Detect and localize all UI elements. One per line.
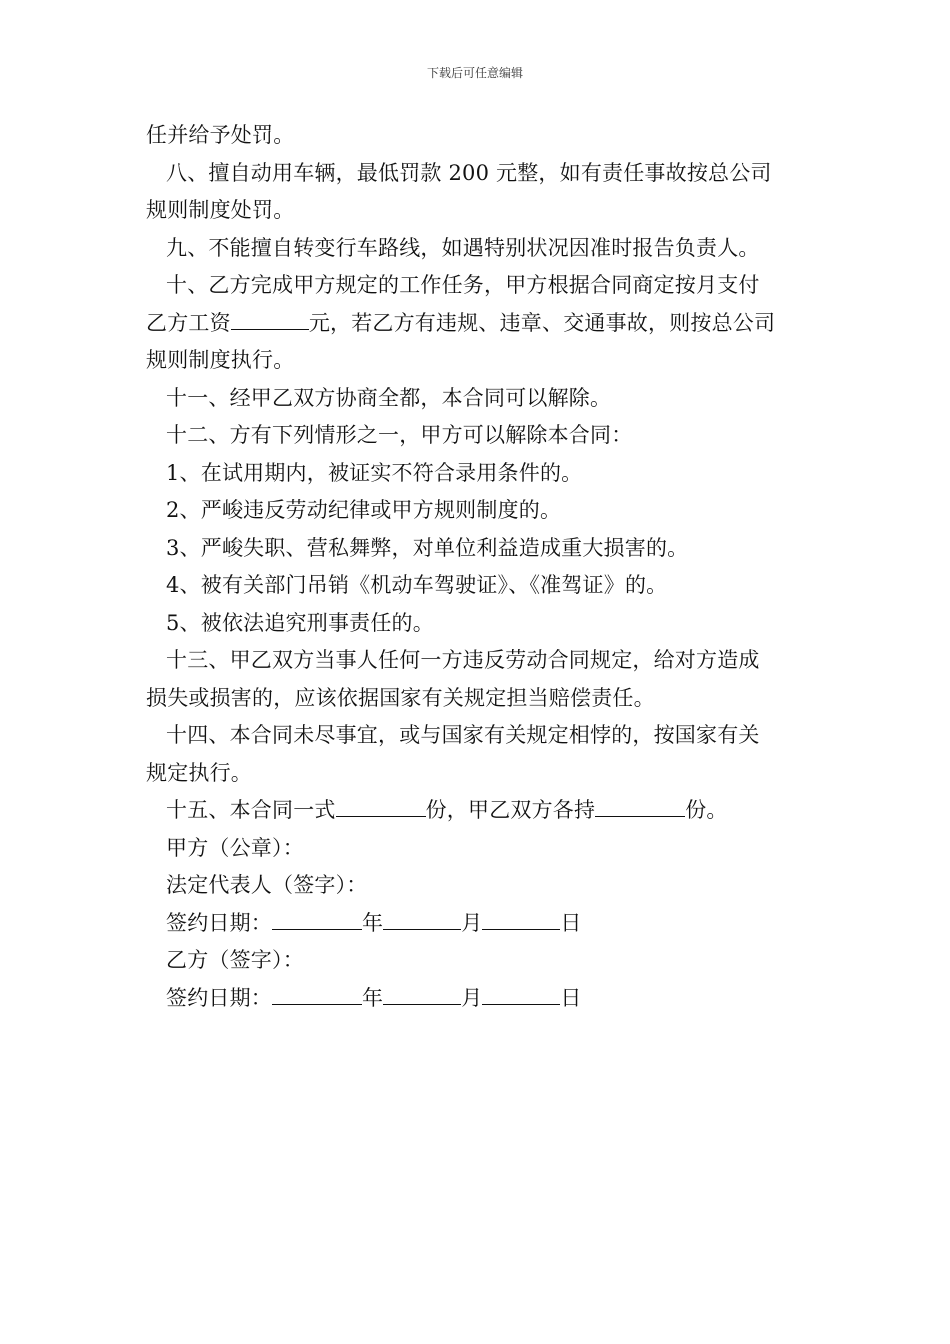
text-line: 规则制度执行。 [146, 348, 295, 372]
sign-date-label: 签约日期： [166, 910, 272, 935]
party-a-seal: 甲方（公章）： [166, 835, 304, 860]
clause-12: 十二、方有下列情形之一，甲方可以解除本合同： [166, 423, 633, 447]
page-header-watermark: 下载后可任意编辑 [426, 66, 523, 80]
year-label: 年 [362, 910, 384, 935]
salary-label: 乙方工资 [146, 310, 231, 335]
month-blank [383, 907, 461, 930]
list-item: 2、严峻违反劳动纪律或甲方规则制度的。 [166, 498, 562, 522]
list-item: 3、严峻失职、营私舞弊，对单位利益造成重大损害的。 [166, 535, 689, 560]
contract-body [146, 117, 806, 1017]
clause-13: 十三、甲乙双方当事人任何一方违反劳动合同规定，给对方造成 [166, 648, 760, 672]
copies-each-blank [595, 794, 685, 817]
legal-representative: 法定代表人（签字）： [166, 873, 368, 897]
copies-mid: 份，甲乙双方各持 [425, 798, 596, 822]
salary-line [146, 305, 806, 343]
salary-blank [231, 307, 309, 330]
day-label: 日 [560, 910, 582, 935]
list-item: 5、被依法追究刑事责任的。 [166, 610, 434, 635]
list-item: 1、在试用期内，被证实不符合录用条件的。 [166, 460, 583, 485]
copies-total-blank [336, 794, 426, 817]
clause-9: 九、不能擅自转变行车路线，如遇特别状况因准时报告负责人。 [166, 235, 760, 260]
year-blank [272, 907, 362, 930]
month-blank [383, 982, 461, 1005]
month-label: 月 [461, 985, 483, 1010]
list-item: 4、被有关部门吊销《机动车驾驶证》、《准驾证》的。 [166, 573, 668, 597]
day-blank [482, 907, 560, 930]
copies-suffix: 份。 [685, 798, 728, 822]
sign-date-party-b [146, 980, 806, 1018]
month-label: 月 [461, 910, 483, 935]
clause-8: 八、擅自动用车辆，最低罚款 200 元整，如有责任事故按总公司 [166, 160, 772, 185]
party-b-signature: 乙方（签字）： [166, 948, 304, 972]
copies-label: 十五、本合同一式 [166, 798, 336, 822]
sign-date-party-a [146, 905, 806, 943]
year-label: 年 [362, 985, 384, 1010]
clause-14: 十四、本合同未尽事宜，或与国家有关规定相悖的，按国家有关 [166, 723, 760, 747]
salary-suffix: 元，若乙方有违规、违章、交通事故，则按总公司 [308, 310, 776, 335]
clause-15 [146, 792, 806, 830]
text-line: 规则制度处罚。 [146, 198, 295, 222]
text-line: 损失或损害的，应该依据国家有关规定担当赔偿责任。 [146, 685, 655, 710]
text-line: 规定执行。 [146, 760, 252, 785]
clause-11: 十一、经甲乙双方协商全都，本合同可以解除。 [166, 385, 612, 410]
day-blank [482, 982, 560, 1005]
day-label: 日 [560, 985, 582, 1010]
sign-date-label: 签约日期： [166, 985, 272, 1010]
clause-10: 十、乙方完成甲方规定的工作任务，甲方根据合同商定按月支付 [166, 273, 760, 297]
year-blank [272, 982, 362, 1005]
text-line: 任并给予处罚。 [146, 123, 295, 147]
